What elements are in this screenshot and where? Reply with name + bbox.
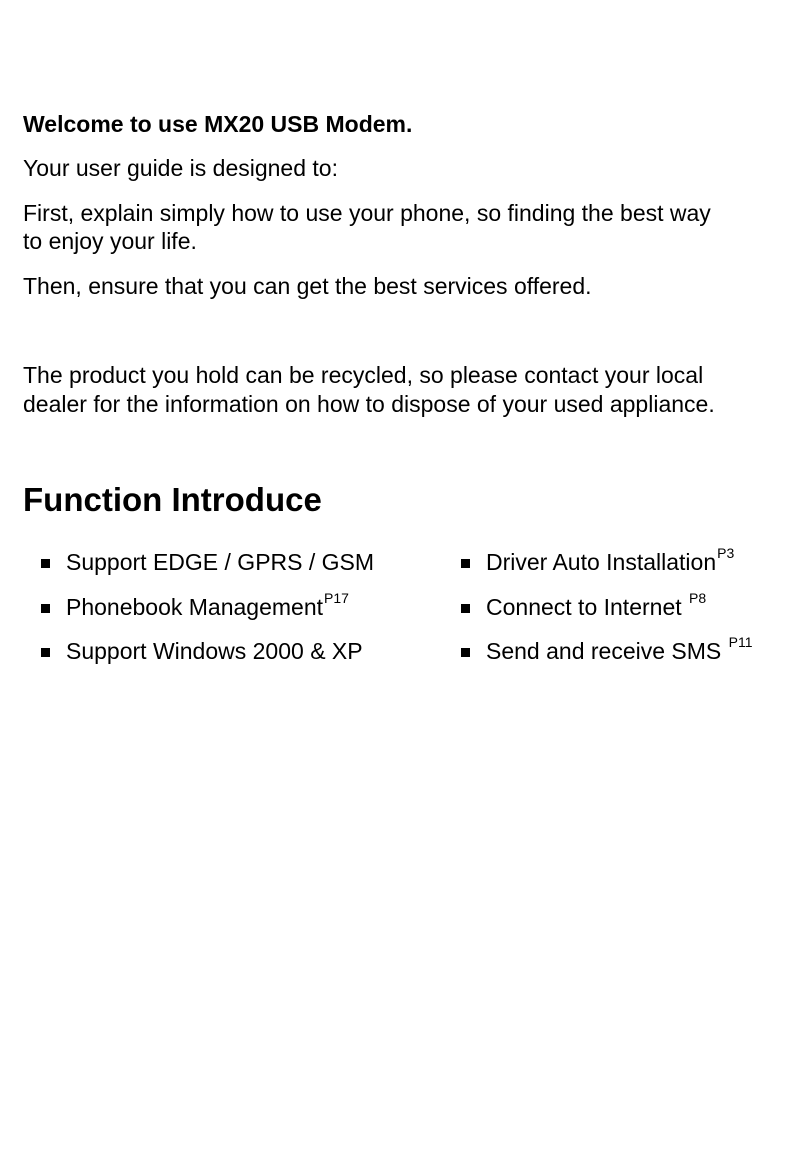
- function-introduce-heading: Function Introduce: [23, 481, 322, 518]
- feature-item: [66, 547, 374, 577]
- bullet-icon: [461, 559, 470, 568]
- feature-item: [486, 636, 753, 669]
- feature-label: Driver Auto Installation: [486, 549, 717, 575]
- then-paragraph: Then, ensure that you can get the best services offered.: [23, 273, 592, 299]
- guide-intro-text: Your user guide is designed to:: [23, 155, 338, 181]
- page-reference: P8: [689, 590, 707, 606]
- recycle-paragraph-line-2: dealer for the information on how to dispose of your used appliance.: [23, 391, 715, 417]
- bullet-icon: [41, 648, 50, 657]
- recycle-paragraph-line-1: The product you hold can be recycled, so please contact your local: [23, 362, 704, 388]
- feature-item: [486, 547, 734, 580]
- feature-item: [66, 636, 363, 666]
- page-reference: P11: [728, 634, 753, 650]
- feature-label: Support Windows 2000 & XP: [66, 638, 363, 664]
- bullet-icon: [461, 604, 470, 613]
- feature-item: [66, 592, 349, 625]
- feature-label: Phonebook Management: [66, 594, 324, 620]
- feature-label: Connect to Internet: [486, 594, 689, 620]
- bullet-icon: [41, 559, 50, 568]
- bullet-icon: [461, 648, 470, 657]
- welcome-heading: Welcome to use MX20 USB Modem.: [23, 111, 413, 137]
- page-reference: P17: [324, 590, 349, 606]
- page-reference: P3: [717, 545, 735, 561]
- feature-label: Support EDGE / GPRS / GSM: [66, 549, 375, 575]
- feature-item: [486, 592, 706, 625]
- first-paragraph-line-1: First, explain simply how to use your phone, so finding the best way: [23, 200, 711, 226]
- first-paragraph-line-2: to enjoy your life.: [23, 228, 197, 254]
- feature-label: Send and receive SMS: [486, 638, 728, 664]
- bullet-icon: [41, 604, 50, 613]
